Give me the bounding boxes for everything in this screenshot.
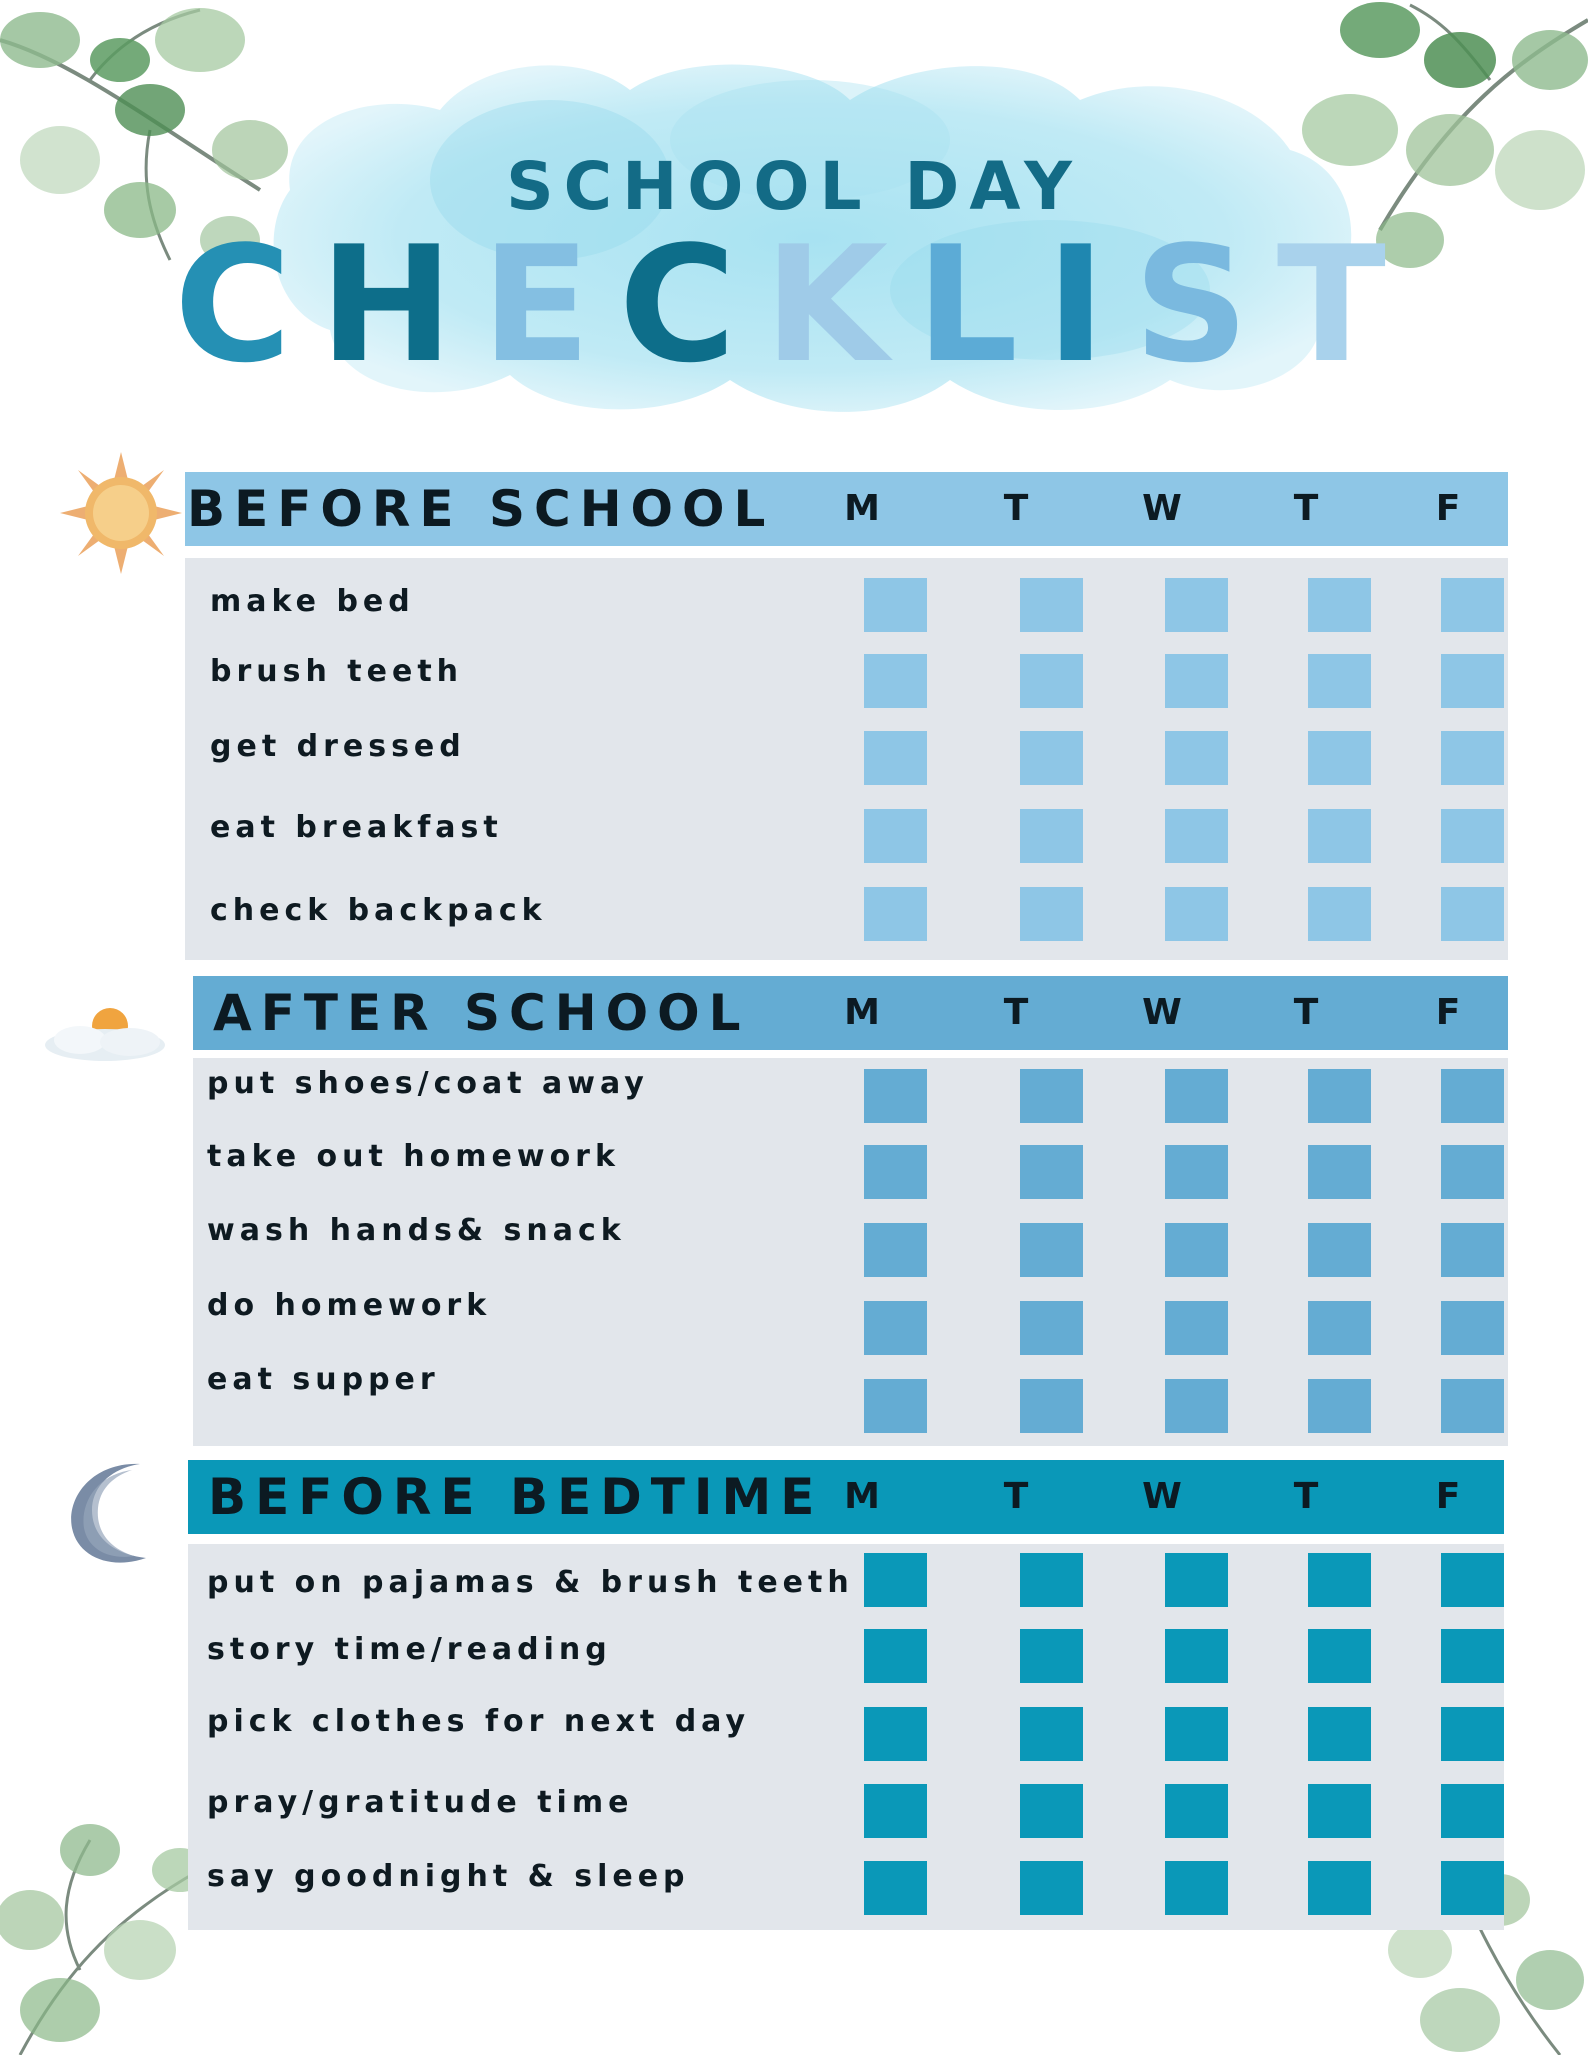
day-label: W [1142,488,1182,529]
day-label: F [1435,488,1461,529]
title-letter: L [916,211,1047,398]
sun-icon [58,450,184,576]
subtitle: SCHOOL DAY [506,148,1082,225]
checkbox-t-1[interactable] [1020,1069,1083,1123]
day-label: W [1142,1476,1182,1517]
checkbox-m-0[interactable] [864,809,927,863]
section-header-before-bedtime [188,1460,1504,1534]
checkbox-f-4[interactable] [1441,1223,1504,1277]
checkbox-m-0[interactable] [864,1301,927,1355]
section-header-after-school [193,976,1508,1050]
day-label: F [1435,992,1461,1033]
title-letter: K [764,211,917,398]
checkbox-t-1[interactable] [1020,1301,1083,1355]
checkbox-t-3[interactable] [1308,887,1371,941]
checkbox-t-1[interactable] [1020,1707,1083,1761]
checkbox-f-4[interactable] [1441,1784,1504,1838]
day-label: T [1293,488,1319,529]
checkbox-m-0[interactable] [864,1379,927,1433]
checkbox-t-3[interactable] [1308,1784,1371,1838]
crescent-moon-icon [62,1458,158,1568]
day-label: T [1003,488,1029,529]
day-label: F [1435,1476,1461,1517]
task-label: make bed [210,584,415,619]
checkbox-w-2[interactable] [1165,1784,1228,1838]
checkbox-m-0[interactable] [864,1784,927,1838]
checkbox-w-2[interactable] [1165,1301,1228,1355]
checkbox-t-3[interactable] [1308,1379,1371,1433]
checkbox-t-1[interactable] [1020,1629,1083,1683]
checkbox-t-1[interactable] [1020,654,1083,708]
checkbox-t-3[interactable] [1308,1069,1371,1123]
checkbox-m-0[interactable] [864,1223,927,1277]
task-label: story time/reading [207,1632,612,1667]
day-label: W [1142,992,1182,1033]
checkbox-m-0[interactable] [864,654,927,708]
task-label: pick clothes for next day [207,1704,751,1739]
checkbox-w-2[interactable] [1165,887,1228,941]
checkbox-f-4[interactable] [1441,1629,1504,1683]
day-label: M [844,992,880,1033]
checkbox-t-3[interactable] [1308,1629,1371,1683]
checkbox-t-3[interactable] [1308,1707,1371,1761]
title-letter: S [1133,211,1277,398]
task-label: pray/gratitude time [207,1785,634,1820]
checkbox-w-2[interactable] [1165,1069,1228,1123]
checkbox-w-2[interactable] [1165,731,1228,785]
section-heading: AFTER SCHOOL [213,984,750,1042]
section-heading: BEFORE BEDTIME [208,1468,824,1526]
task-label: take out homework [207,1139,620,1174]
checkbox-f-4[interactable] [1441,1301,1504,1355]
checkbox-f-4[interactable] [1441,1379,1504,1433]
checkbox-t-3[interactable] [1308,1223,1371,1277]
checkbox-f-4[interactable] [1441,1861,1504,1915]
checkbox-f-4[interactable] [1441,578,1504,632]
checkbox-w-2[interactable] [1165,1553,1228,1607]
checkbox-m-0[interactable] [864,1707,927,1761]
checkbox-t-3[interactable] [1308,1861,1371,1915]
checkbox-f-4[interactable] [1441,1553,1504,1607]
sun-behind-cloud-icon [40,1000,170,1070]
checkbox-m-0[interactable] [864,1553,927,1607]
checkbox-w-2[interactable] [1165,1629,1228,1683]
checkbox-f-4[interactable] [1441,1069,1504,1123]
checkbox-t-1[interactable] [1020,731,1083,785]
day-label: M [844,1476,880,1517]
title-letter: I [1046,211,1134,398]
checkbox-f-4[interactable] [1441,887,1504,941]
checkbox-t-1[interactable] [1020,809,1083,863]
title-letter: E [481,211,619,398]
checkbox-f-4[interactable] [1441,809,1504,863]
checkbox-t-1[interactable] [1020,1145,1083,1199]
checkbox-f-4[interactable] [1441,731,1504,785]
day-label: T [1293,992,1319,1033]
checkbox-m-0[interactable] [864,1861,927,1915]
title-letter: C [618,211,765,398]
task-label: brush teeth [210,654,464,689]
checkbox-m-0[interactable] [864,1145,927,1199]
checkbox-w-2[interactable] [1165,1145,1228,1199]
title-letter: H [319,211,482,398]
checkbox-m-0[interactable] [864,1069,927,1123]
day-label: T [1003,992,1029,1033]
checkbox-w-2[interactable] [1165,578,1228,632]
checkbox-m-0[interactable] [864,578,927,632]
checkbox-f-4[interactable] [1441,1145,1504,1199]
checkbox-w-2[interactable] [1165,654,1228,708]
checkbox-t-1[interactable] [1020,887,1083,941]
checkbox-t-3[interactable] [1308,1301,1371,1355]
title-letter: T [1276,211,1414,398]
checkbox-t-3[interactable] [1308,654,1371,708]
checkbox-w-2[interactable] [1165,1861,1228,1915]
task-label: eat breakfast [210,810,503,845]
checkbox-m-0[interactable] [864,1629,927,1683]
task-label: eat supper [207,1362,440,1397]
checkbox-t-3[interactable] [1308,1145,1371,1199]
task-label: say goodnight & sleep [207,1859,690,1894]
task-label: wash hands& snack [207,1213,626,1248]
task-label: check backpack [210,893,547,928]
checkbox-w-2[interactable] [1165,1379,1228,1433]
checkbox-t-3[interactable] [1308,731,1371,785]
checkbox-t-1[interactable] [1020,1553,1083,1607]
page-title [0,211,1588,398]
task-label: put shoes/coat away [207,1066,649,1101]
checkbox-t-1[interactable] [1020,1784,1083,1838]
task-label: get dressed [210,729,466,764]
checkbox-t-3[interactable] [1308,578,1371,632]
checkbox-t-3[interactable] [1308,809,1371,863]
day-label: M [844,488,880,529]
checkbox-m-0[interactable] [864,731,927,785]
task-label: put on pajamas & brush teeth [207,1565,854,1600]
section-heading: BEFORE SCHOOL [187,480,775,538]
checkbox-m-0[interactable] [864,887,927,941]
section-header-before-school [185,472,1508,546]
checkbox-t-1[interactable] [1020,578,1083,632]
checkbox-t-1[interactable] [1020,1379,1083,1433]
checkbox-w-2[interactable] [1165,1223,1228,1277]
task-label: do homework [207,1288,492,1323]
day-label: T [1003,1476,1029,1517]
day-label: T [1293,1476,1319,1517]
checkbox-w-2[interactable] [1165,1707,1228,1761]
checkbox-f-4[interactable] [1441,1707,1504,1761]
checkbox-t-1[interactable] [1020,1223,1083,1277]
checkbox-w-2[interactable] [1165,809,1228,863]
checkbox-t-3[interactable] [1308,1553,1371,1607]
checkbox-f-4[interactable] [1441,654,1504,708]
title-letter: C [174,211,320,398]
checkbox-t-1[interactable] [1020,1861,1083,1915]
